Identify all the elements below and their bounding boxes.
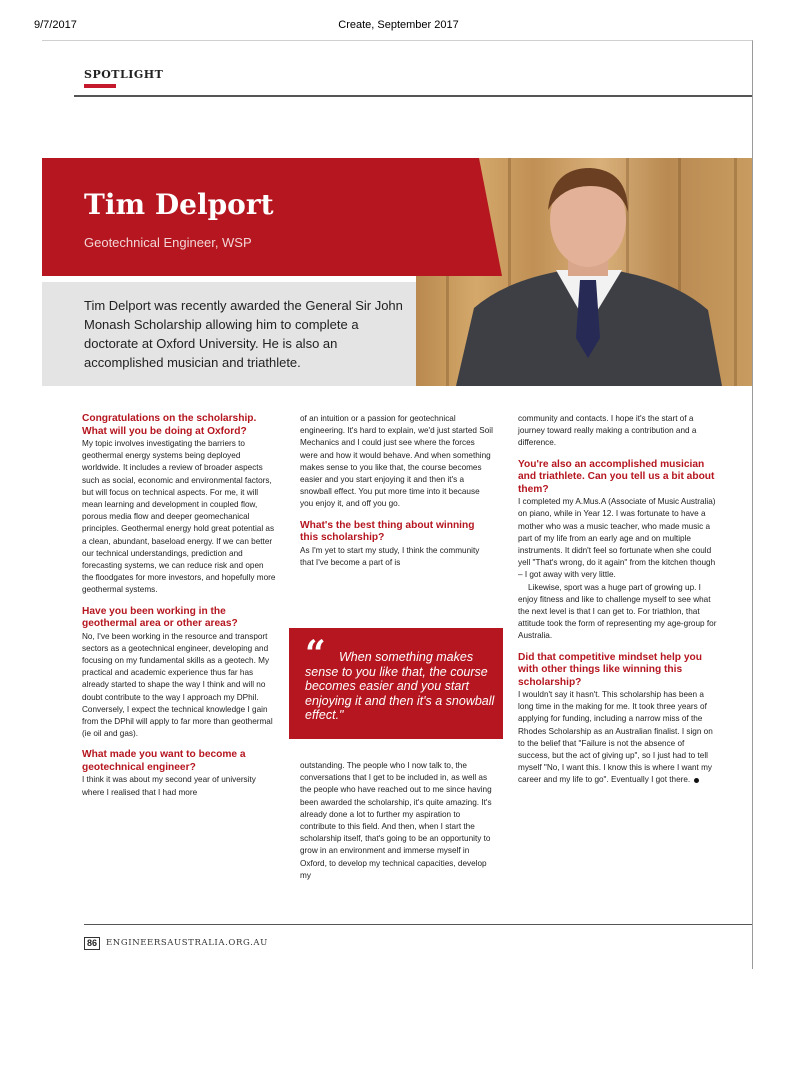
answer-paragraph: I think it was about my second year of university where I realised that I had more (82, 775, 256, 797)
column-2-continued (300, 760, 498, 882)
answer-paragraph: community and contacts. I hope it's the start of a journey toward really making a contribution and a difference. (518, 414, 697, 448)
column-3 (518, 413, 718, 796)
question-heading: Have you been working in the geothermal area or other areas? (82, 605, 238, 630)
question-heading: What's the best thing about winning this scholarship? (300, 519, 475, 544)
intro-text: Tim Delport was recently awarded the General Sir John Monash Scholarship allowing him to complete a doctorate at Oxford University. He is also an accomplished musician and triathlete. (84, 298, 403, 370)
answer-paragraph: of an intuition or a passion for geotechnical engineering. It's hard to explain, we'd just started Soil Mechanics and I could just see where the forces were and how it would behave. And when something makes sense to you like that, the course becomes easier and you start enjoying it and then it's a snowball effect. You put more time into it because you enjoy it, and off you go. (300, 414, 493, 509)
answer-paragraph: I completed my A.Mus.A (Associate of Music Australia) on piano, while in Year 12. I was fortunate to have a mother who was a music teacher, who made music a part of my life from an early age and on multiple instruments. It didn't feel so fortunate when she could yell "That's wrong, do it again" from the kitchen though – I got away with very little. (518, 497, 716, 580)
quote-mark-icon: “ (305, 633, 326, 675)
top-rule (74, 95, 752, 97)
page-number: 86 (84, 937, 100, 950)
pull-quote-text: When something makes sense to you like that, the course becomes easier and you start enjoying it and then it's a snowball effect." (305, 650, 495, 722)
footer-rule (84, 924, 752, 925)
print-title: Create, September 2017 (338, 19, 459, 31)
magazine-page (42, 40, 753, 969)
answer-paragraph: Likewise, sport was a huge part of growing up. I enjoy fitness and like to challenge myself to see what the next level is that I can get to. For triathlon, that attitude took the form of representing my age-group for Australia. (518, 582, 717, 641)
question-heading: Did that competitive mindset help you with other things like winning this scholarship? (518, 651, 702, 688)
answer-paragraph: No, I've been working in the resource and transport sectors as a geotechnical engineer, developing and focusing on my fundamental skills as a geotech. My practical and academic experience thus far has already started to shape the way I think and will no doubt contribute to the way I approach my DPhil. Conversely, I expect the technical knowledge I gain from the DPhil will apply to far more than geothermal (ie oil and gas). (82, 631, 273, 739)
print-date: 9/7/2017 (34, 19, 77, 31)
column-1 (82, 413, 276, 808)
profile-name: Tim Delport (84, 188, 274, 221)
profile-role: Geotechnical Engineer, WSP (84, 235, 252, 250)
question-heading: What made you want to become a geotechnical engineer? (82, 749, 246, 773)
column-2 (300, 413, 494, 578)
footer-site: ENGINEERSAUSTRALIA.ORG.AU (106, 938, 268, 948)
section-underline (84, 84, 116, 88)
answer-paragraph: outstanding. The people who I now talk to, the conversations that I get to be included in, as well as the people who have reached out to me since having been awarded the scholarship, it's quite amazing. It's already done a lot to further my aspiration to contribute to this field. And then, when I start the scholarship itself, that's going to be an opportunity to grow in an environment and immerse myself in Oxford, to develop my technical capacities, develop my (300, 761, 492, 880)
answer-paragraph: My topic involves investigating the barriers to geothermal energy systems being deployed worldwide. It includes a review of broader aspects such as social, economic and environmental factors, but will focus on technical aspects. For me, it will mean learning and development in coupled flow, porous media flow and deeper geomechanical principles. Geothermal energy hold great potential as a clean, abundant, baseload energy. If we can better our technical understandings, prediction and forecasting systems, we can reduce risk and open the floodgates for more investors, and hopefully more geothermal systems. (82, 439, 276, 595)
section-label: SPOTLIGHT (84, 68, 164, 81)
answer-paragraph: As I'm yet to start my study, I think the community that I've become a part of is (300, 545, 480, 567)
question-heading: You're also an accomplished musician and triathlete. Can you tell us a bit about them? (518, 458, 715, 495)
pull-quote (289, 628, 503, 739)
print-header (0, 19, 797, 33)
end-bullet-icon (694, 778, 699, 783)
hero-banner (42, 158, 752, 386)
question-heading: Congratulations on the scholarship. What will you be doing at Oxford? (82, 413, 257, 437)
answer-paragraph: I wouldn't say it hasn't. This scholarship has been a long time in the making for me. It took three years of applying for funding, including a narrow miss of the Rhodes Scholarship as an Australian finalist. I sign on to the belief that "Failure is not the absence of success, but the act of giving up", so I just had to tell myself "No, I want this. I know this is where I want my career and my life to go". Eventually I got there. (518, 690, 713, 785)
